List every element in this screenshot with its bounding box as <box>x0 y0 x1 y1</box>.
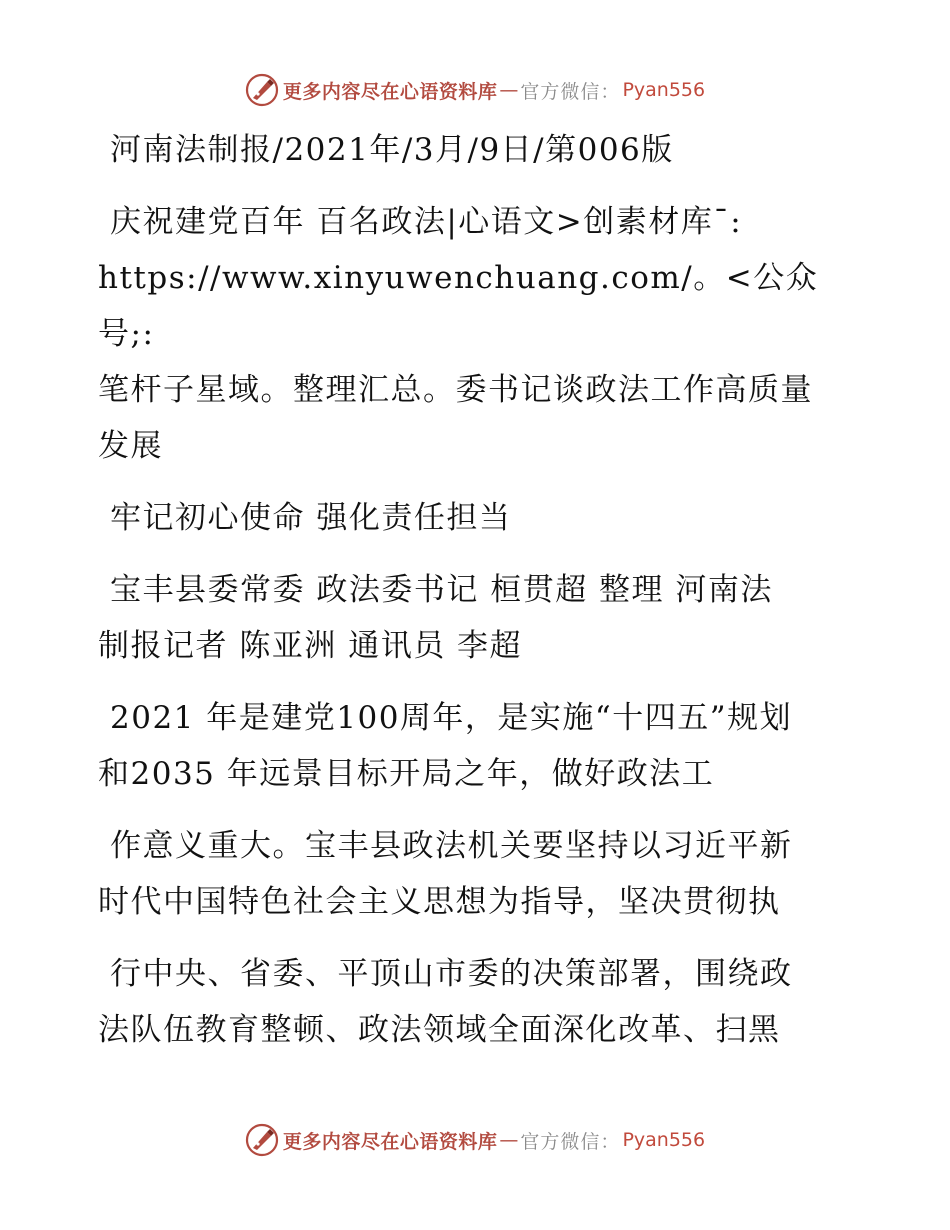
pen-nib-logo-icon <box>245 73 279 107</box>
article-subtitle: 牢记初心使命 强化责任担当 <box>110 500 512 536</box>
watermark-dash: — <box>499 79 519 101</box>
article-body <box>98 122 858 1058</box>
watermark-text: 更多内容尽在心语资料库 <box>282 1130 498 1153</box>
watermark-content <box>245 73 705 107</box>
watermark-dash: — <box>499 1129 519 1151</box>
watermark-contact-label: 官方微信： <box>520 80 621 103</box>
article-source-line: 河南法制报/2021年/3月/9日/第006版 <box>110 132 674 168</box>
article-paragraph: 行中央、省委、平顶山市委的决策部署，围绕政 法队伍教育整顿、政法领域全面深化改革、扫黑 <box>98 956 793 1048</box>
watermark-wechat-id: Pyan556 <box>622 1129 706 1151</box>
footer-watermark-banner <box>0 1120 950 1160</box>
watermark-contact-label: 官方微信： <box>520 1130 621 1153</box>
watermark-wechat-id: Pyan556 <box>622 79 706 101</box>
header-watermark-banner <box>0 70 950 110</box>
article-title-paragraph: 庆祝建党百年 百名政法|心语文>创素材库¯: https://www.xinyuwenchuang.com/。<公众号;: 笔杆子星域。整理汇总。委书记谈政法工作高质量 发展 <box>98 204 819 464</box>
article-byline: 宝丰县委常委 政法委书记 桓贯超 整理 河南法 制报记者 陈亚洲 通讯员 李超 <box>98 572 773 664</box>
watermark-content <box>245 1123 705 1157</box>
article-paragraph: 2021 年是建党100周年，是实施“十四五”规划 和2035 年远景目标开局之年，做好政法工 <box>98 700 793 792</box>
watermark-text: 更多内容尽在心语资料库 <box>282 80 498 103</box>
pen-nib-logo-icon <box>245 1123 279 1157</box>
article-paragraph: 作意义重大。宝丰县政法机关要坚持以习近平新 时代中国特色社会主义思想为指导，坚决贯彻执 <box>98 828 793 920</box>
